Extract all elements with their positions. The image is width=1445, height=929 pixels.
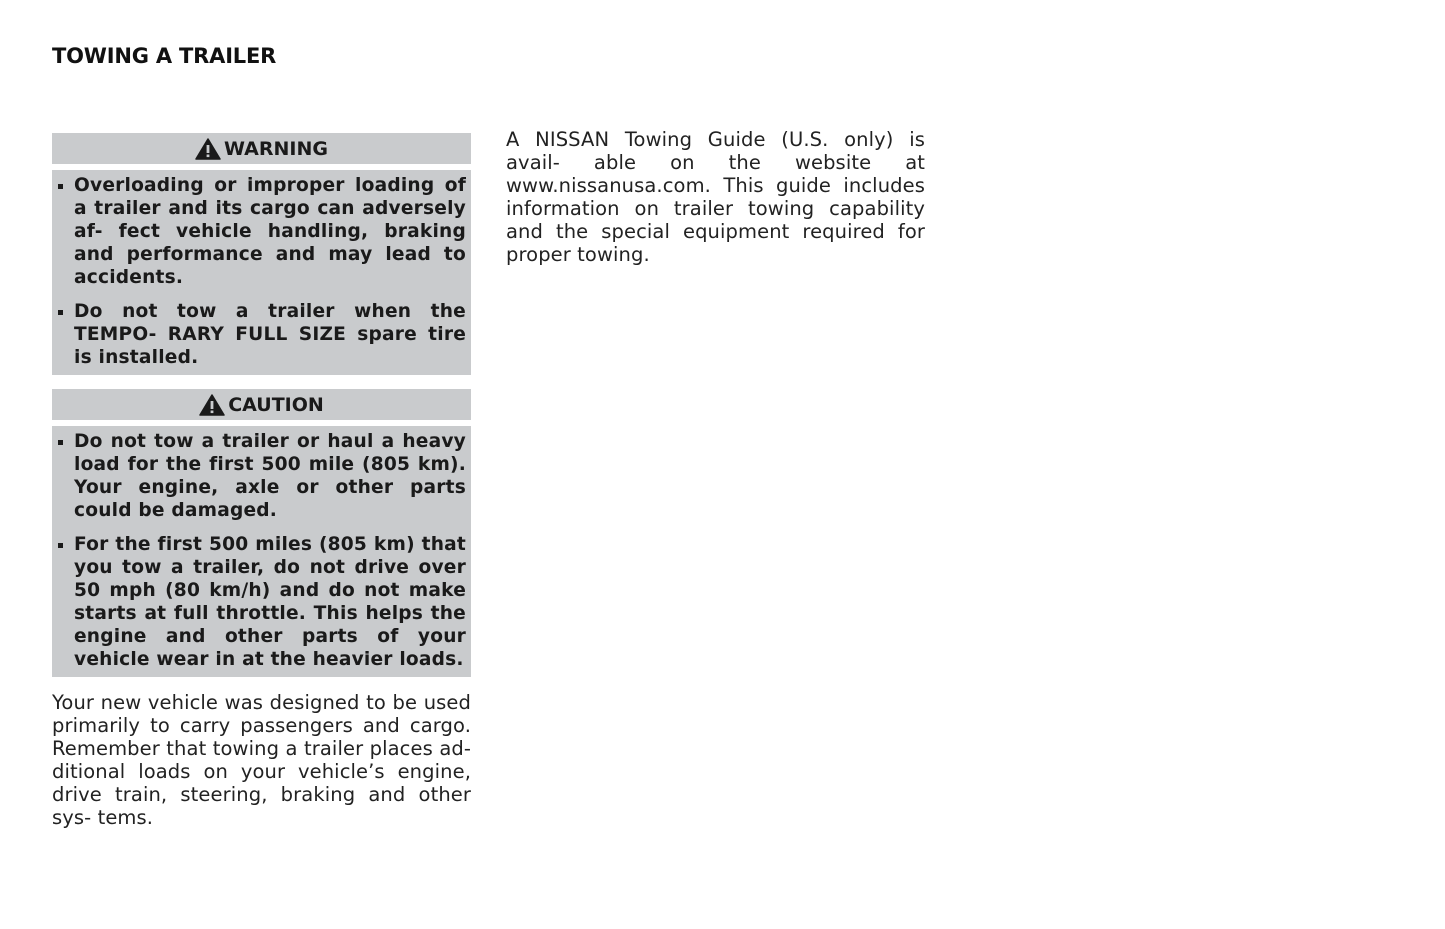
warning-item-text: Overloading or improper loading of a trailer and its cargo can adversely af- fect vehicle handling, braking and performance and may lead to accidents.	[74, 175, 466, 288]
caution-body	[52, 426, 471, 677]
warning-triangle-icon	[199, 394, 225, 416]
caution-box	[52, 389, 471, 677]
left-paragraph: Your new vehicle was designed to be used primarily to carry passengers and cargo. Remember that towing a trailer places ad- ditional loads on your vehicle’s engine, drive train, steering, braking and other sys- tems.	[52, 691, 471, 829]
left-column	[52, 133, 471, 829]
bullet-icon	[58, 184, 63, 189]
warning-header	[52, 133, 471, 170]
caution-item-text: Do not tow a trailer or haul a heavy load for the first 500 mile (805 km). Your engine, axle or other parts could be damaged.	[74, 431, 466, 521]
bullet-icon	[58, 310, 63, 315]
caution-item	[56, 430, 466, 522]
warning-label: WARNING	[224, 137, 328, 160]
caution-header	[52, 389, 471, 426]
caution-item	[56, 533, 466, 671]
right-column	[506, 128, 925, 266]
warning-item	[56, 174, 466, 289]
warning-item	[56, 300, 466, 369]
warning-item-text: Do not tow a trailer when the TEMPO- RARY FULL SIZE spare tire is installed.	[74, 301, 466, 368]
caution-label: CAUTION	[228, 393, 324, 416]
caution-item-text: For the first 500 miles (805 km) that you tow a trailer, do not drive over 50 mph (80 km/h) and do not make starts at full throttle. This helps the engine and other parts of your vehicle wear in at the heavier loads.	[74, 534, 466, 670]
warning-triangle-icon	[195, 138, 221, 160]
page-title: TOWING A TRAILER	[52, 44, 277, 68]
warning-body	[52, 170, 471, 375]
right-paragraph: A NISSAN Towing Guide (U.S. only) is avail- able on the website at www.nissanusa.com. This guide includes information on trailer towing capability and the special equipment required for proper towing.	[506, 128, 925, 266]
bullet-icon	[58, 440, 63, 445]
warning-box	[52, 133, 471, 375]
bullet-icon	[58, 543, 63, 548]
